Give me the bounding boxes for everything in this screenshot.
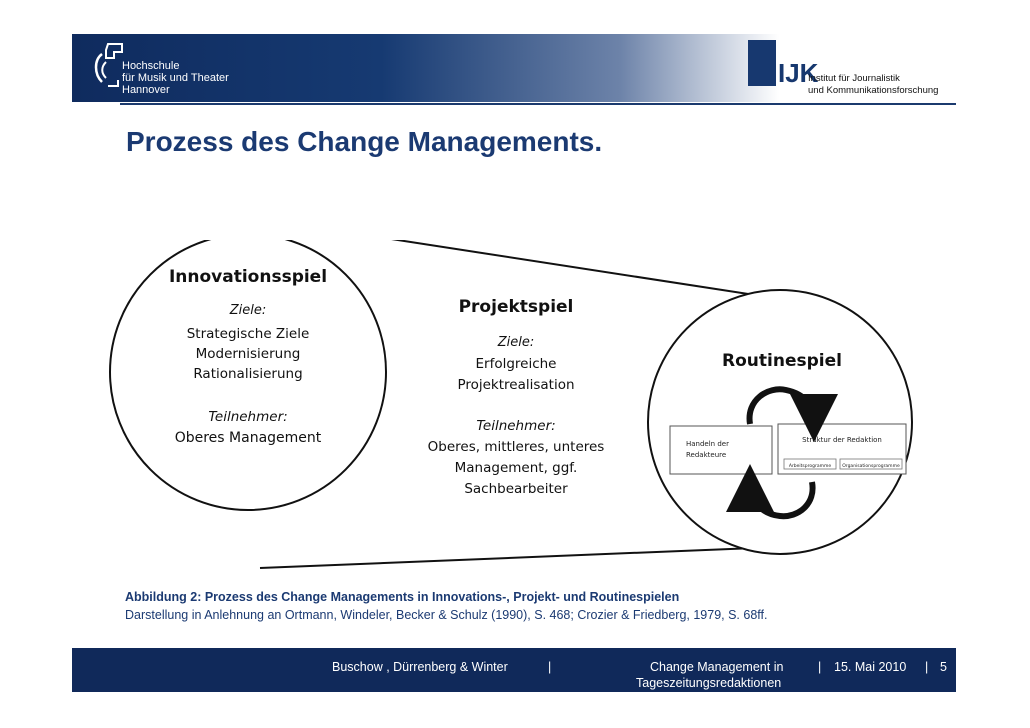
routine-box-actions-line: Redakteure: [686, 451, 727, 459]
footer-separator: |: [818, 660, 822, 674]
project-goal: Projektrealisation: [457, 377, 575, 393]
innovation-participants-label: Teilnehmer:: [208, 409, 288, 425]
project-participant: Oberes, mittleres, unteres: [427, 439, 605, 455]
project-participant: Management, ggf.: [454, 460, 578, 476]
innovation-goals-label: Ziele:: [229, 303, 267, 318]
school-logo-line-2: für Musik und Theater: [122, 72, 229, 84]
footer-authors: Buschow , Dürrenberg & Winter: [332, 660, 508, 674]
institute-line-1: Institut für Journalistik: [808, 73, 900, 84]
project-goal: Erfolgreiche: [475, 356, 557, 372]
header-rule: [120, 103, 956, 105]
innovation-participant: Oberes Management: [174, 430, 322, 446]
project-participant: Sachbearbeiter: [464, 481, 568, 497]
project-participants-label: Teilnehmer:: [476, 418, 556, 434]
routine-box-actions: [670, 426, 772, 474]
school-logo-line-3: Hannover: [122, 84, 170, 96]
change-process-diagram: [100, 240, 930, 580]
project-title: Projektspiel: [458, 297, 574, 317]
ijk-logo-block: [748, 40, 776, 86]
footer-date: 15. Mai 2010: [834, 660, 907, 674]
routine-sub-box-organisation-label: Organisationsprogramme: [842, 464, 900, 469]
figure-caption-source: Darstellung in Anlehnung an Ortmann, Windeler, Becker & Schulz (1990), S. 468; Crozier & Friedberg, 1979, S. 68ff.: [125, 608, 768, 622]
innovation-goal: Modernisierung: [195, 346, 301, 362]
ijk-logo-letters: IJK: [778, 58, 819, 88]
innovation-goal: Strategische Ziele: [186, 326, 310, 342]
innovation-goal: Rationalisierung: [193, 366, 303, 382]
footer-separator: |: [925, 660, 929, 674]
slide-title: Prozess des Change Managements.: [126, 126, 603, 157]
routine-box-actions-line: Handeln der: [686, 440, 729, 448]
footer-page-number: 5: [940, 660, 947, 674]
lower-tangent-line: [260, 548, 755, 568]
school-logo-line-1: Hochschule: [122, 60, 180, 72]
footer-separator: |: [548, 660, 552, 674]
institute-line-2: und Kommunikationsforschung: [808, 85, 939, 96]
footer-topic-line-2: Tageszeitungsredaktionen: [636, 676, 782, 690]
routine-title: Routinespiel: [722, 351, 842, 371]
routine-box-structure-label: Struktur der Redaktion: [802, 436, 882, 444]
innovation-title: Innovationsspiel: [168, 267, 328, 287]
routine-sub-box-work-label: Arbeitsprogramme: [788, 464, 832, 469]
project-goals-label: Ziele:: [497, 335, 535, 350]
footer-topic-line-1: Change Management in: [650, 660, 784, 674]
figure-caption-title: Abbildung 2: Prozess des Change Managements in Innovations-, Projekt- und Routinespielen: [125, 590, 680, 604]
footer-bar: [72, 648, 956, 692]
